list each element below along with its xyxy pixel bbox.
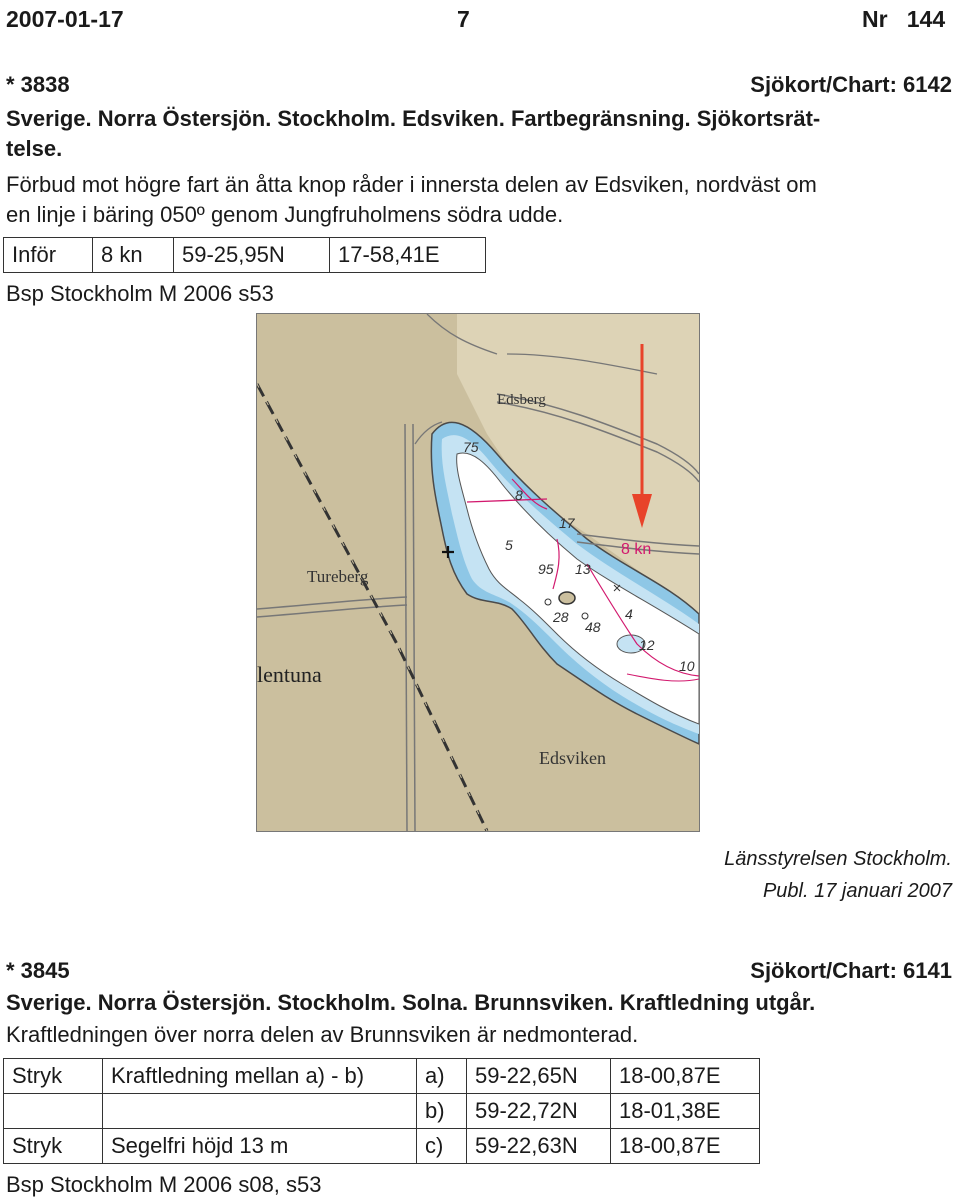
map-label-speed-limit: 8 kn xyxy=(621,541,652,558)
notice-chart: Sjökort/Chart: 6141 xyxy=(750,958,952,983)
table-cell-action: Stryk xyxy=(4,1059,103,1094)
table-cell-point: c) xyxy=(417,1129,467,1164)
map-depth: 13 xyxy=(575,561,591,577)
notice-reference: Bsp Stockholm M 2006 s53 xyxy=(6,281,274,306)
map-label-edsberg: Edsberg xyxy=(497,392,546,408)
table-cell-speed: 8 kn xyxy=(93,238,174,273)
notice-number: * 3838 xyxy=(6,72,70,97)
map-depth: 5 xyxy=(505,537,513,553)
notice-title-cont: telse. xyxy=(6,136,63,161)
notice-coordinate-table xyxy=(3,237,486,273)
notice-number: * 3845 xyxy=(6,958,70,983)
notice-title: Sverige. Norra Östersjön. Stockholm. Edsviken. Fartbegränsning. Sjökortsrät- xyxy=(6,106,821,131)
table-cell-lat: 59-22,72N xyxy=(467,1094,611,1129)
table-cell-lat: 59-25,95N xyxy=(174,238,330,273)
header-nr-label: Nr xyxy=(862,6,888,32)
notice-body: Kraftledningen över norra delen av Brunnsviken är nedmonterad. xyxy=(6,1022,639,1047)
table-cell-point: a) xyxy=(417,1059,467,1094)
table-cell-lon: 18-01,38E xyxy=(611,1094,760,1129)
notice-source: Länsstyrelsen Stockholm. xyxy=(724,848,952,870)
notice-published: Publ. 17 januari 2007 xyxy=(762,880,952,902)
header-nr-value: 144 xyxy=(906,6,946,32)
table-cell-desc: Segelfri höjd 13 m xyxy=(103,1129,417,1164)
table-row xyxy=(4,238,486,273)
map-label-tureberg: Tureberg xyxy=(307,567,369,586)
table-cell-lat: 59-22,63N xyxy=(467,1129,611,1164)
table-cell-action xyxy=(4,1094,103,1129)
table-row xyxy=(4,1094,760,1129)
notice-title: Sverige. Norra Östersjön. Stockholm. Solna. Brunnsviken. Kraftledning utgår. xyxy=(6,990,816,1015)
map-depth: 95 xyxy=(538,561,554,577)
map-label-lentuna: lentuna xyxy=(257,662,322,687)
table-cell-action: Inför xyxy=(4,238,93,273)
table-row xyxy=(4,1129,760,1164)
map-label-edsviken: Edsviken xyxy=(539,748,606,768)
table-cell-lon: 18-00,87E xyxy=(611,1129,760,1164)
map-depth: 8 xyxy=(515,487,523,503)
map-depth: 10 xyxy=(679,658,695,674)
map-depth: 12 xyxy=(639,637,655,653)
header-page-number: 7 xyxy=(457,6,470,32)
notice-chart: Sjökort/Chart: 6142 xyxy=(750,72,952,97)
map-depth: 28 xyxy=(553,609,569,625)
notice-body: Förbud mot högre fart än åtta knop råder i innersta delen av Edsviken, nordväst om xyxy=(6,172,817,197)
map-depth: 75 xyxy=(463,439,479,455)
table-cell-lat: 59-22,65N xyxy=(467,1059,611,1094)
table-cell-desc xyxy=(103,1094,417,1129)
table-cell-lon: 18-00,87E xyxy=(611,1059,760,1094)
notice-reference: Bsp Stockholm M 2006 s08, s53 xyxy=(6,1172,322,1197)
map-depth: 17 xyxy=(559,515,575,531)
header-date: 2007-01-17 xyxy=(6,6,124,32)
table-cell-action: Stryk xyxy=(4,1129,103,1164)
table-cell-desc: Kraftledning mellan a) - b) xyxy=(103,1059,417,1094)
map-depth: 4 xyxy=(625,606,633,622)
table-row xyxy=(4,1059,760,1094)
notice-body-cont: en linje i bäring 050º genom Jungfruholmens södra udde. xyxy=(6,202,564,227)
chart-excerpt-map xyxy=(256,313,700,832)
header-issue-number xyxy=(862,6,945,33)
table-cell-point: b) xyxy=(417,1094,467,1129)
map-depth: 48 xyxy=(585,619,601,635)
table-cell-lon: 17-58,41E xyxy=(330,238,486,273)
notice-coordinate-table xyxy=(3,1058,760,1164)
